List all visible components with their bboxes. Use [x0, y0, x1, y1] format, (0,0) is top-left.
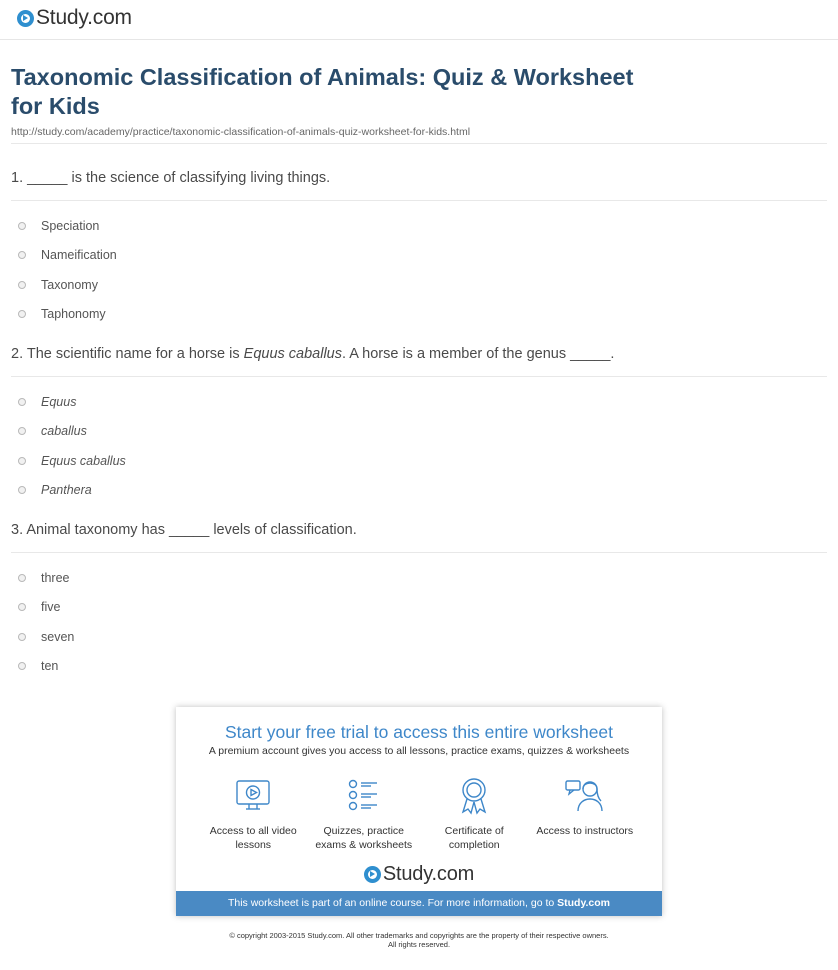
certificate-icon	[453, 775, 495, 817]
answer-option[interactable]: Speciation	[11, 211, 827, 241]
radio-button-icon[interactable]	[18, 457, 26, 465]
question-2-text: 2. The scientific name for a horse is Equus caballus. A horse is a member of the genus _____.	[11, 346, 615, 362]
answer-option[interactable]: three	[11, 563, 827, 593]
radio-button-icon[interactable]	[18, 427, 26, 435]
instructor-icon	[564, 775, 606, 817]
answer-option[interactable]: Taxonomy	[11, 270, 827, 300]
answer-option[interactable]: Nameification	[11, 241, 827, 271]
radio-button-icon[interactable]	[18, 398, 26, 406]
question-2-options	[11, 387, 827, 505]
answer-option[interactable]: Equus	[11, 387, 827, 417]
feature-instructors: Access to instructors	[530, 775, 640, 852]
copyright-notice: © copyright 2003-2015 Study.com. All other trademarks and copyrights are the property of their respective owners. All rights reserved.	[229, 931, 609, 949]
feature-certificate: Certificate of completion	[419, 775, 529, 852]
radio-button-icon[interactable]	[18, 574, 26, 582]
promo-title: Start your free trial to access this entire worksheet	[224, 722, 614, 742]
promo-subtitle: A premium account gives you access to all lessons, practice exams, quizzes & worksheets	[208, 745, 630, 757]
video-lesson-icon	[232, 775, 274, 817]
url-divider	[11, 143, 827, 144]
answer-option[interactable]: five	[11, 593, 827, 623]
promo-study-logo[interactable]: Study.com	[176, 863, 662, 886]
question-1	[11, 169, 827, 329]
feature-video-lessons: Access to all video lessons	[198, 775, 308, 852]
page-url: http://study.com/academy/practice/taxonomic-classification-of-animals-quiz-worksheet-for-kids.html	[11, 126, 471, 138]
radio-button-icon[interactable]	[18, 633, 26, 641]
radio-button-icon[interactable]	[18, 662, 26, 670]
question-divider	[11, 552, 827, 553]
question-divider	[11, 376, 827, 377]
answer-option[interactable]: ten	[11, 652, 827, 682]
study-logo[interactable]	[17, 6, 132, 30]
question-3-options	[11, 563, 827, 681]
answer-option[interactable]: Panthera	[11, 476, 827, 506]
radio-button-icon[interactable]	[18, 281, 26, 289]
feature-quizzes: Quizzes, practice exams & worksheets	[309, 775, 419, 852]
logo-text: Study.com	[36, 6, 132, 29]
promo-features	[176, 775, 662, 852]
question-1-text: 1. _____ is the science of classifying living things.	[11, 170, 331, 186]
question-divider	[11, 200, 827, 201]
radio-button-icon[interactable]	[18, 310, 26, 318]
answer-option[interactable]: Taphonomy	[11, 300, 827, 330]
answer-option[interactable]: seven	[11, 622, 827, 652]
radio-button-icon[interactable]	[18, 251, 26, 259]
quiz-list-icon	[343, 775, 385, 817]
free-trial-promo[interactable]	[176, 707, 662, 916]
study-link[interactable]: Study.com	[557, 897, 611, 909]
question-2	[11, 345, 827, 505]
question-3-text: 3. Animal taxonomy has _____ levels of classification.	[11, 522, 357, 538]
question-1-options	[11, 211, 827, 329]
radio-button-icon[interactable]	[18, 486, 26, 494]
play-logo-icon	[17, 10, 34, 27]
header-divider	[0, 39, 838, 40]
question-3	[11, 521, 827, 681]
radio-button-icon[interactable]	[18, 222, 26, 230]
page-title: Taxonomic Classification of Animals: Quiz & Worksheet for Kids	[11, 64, 634, 119]
promo-footer-bar: This worksheet is part of an online course. For more information, go to Study.com	[176, 891, 662, 916]
play-logo-icon	[364, 866, 381, 883]
radio-button-icon[interactable]	[18, 603, 26, 611]
answer-option[interactable]: caballus	[11, 417, 827, 447]
answer-option[interactable]: Equus caballus	[11, 446, 827, 476]
